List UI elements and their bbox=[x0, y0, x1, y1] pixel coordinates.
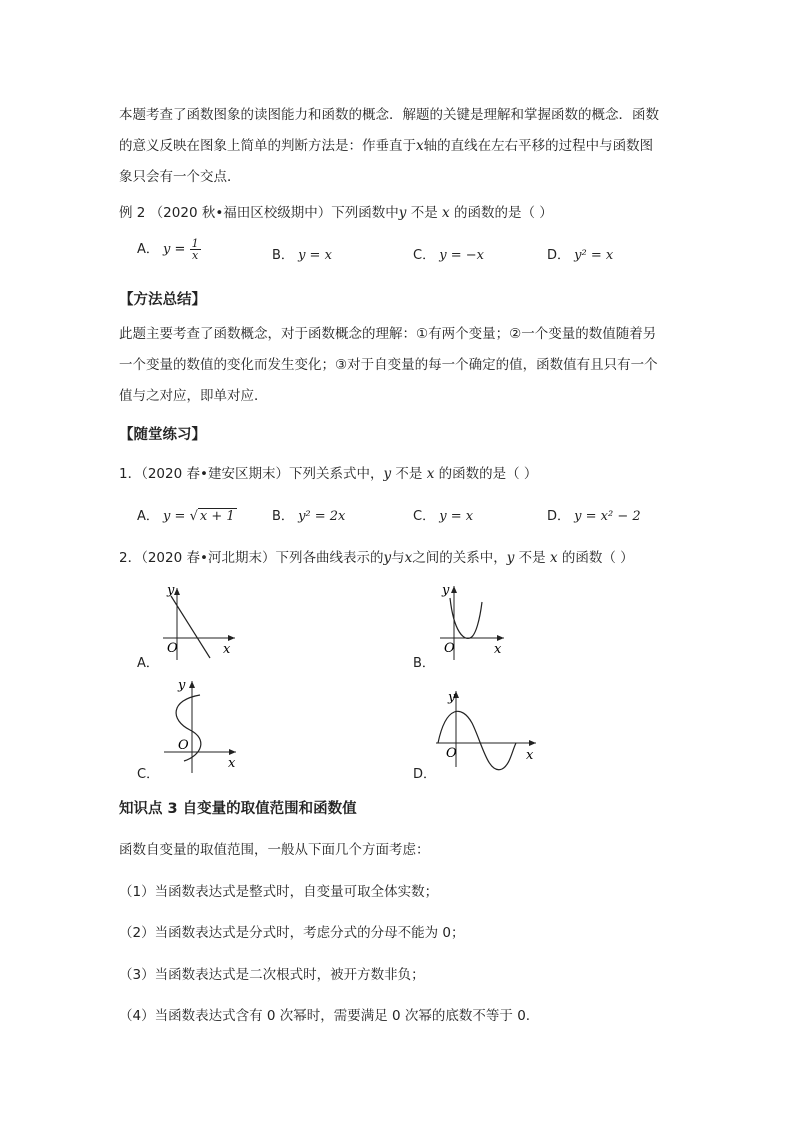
graph-c-y-label: y bbox=[178, 678, 186, 693]
example-2-option-a[interactable]: A． y = $\frac{1}{x}$ bbox=[137, 237, 199, 262]
knowledge-3-item-2: （2）当函数表达式是分式时，考虑分式的分母不能为 0； bbox=[119, 925, 465, 941]
graph-a-label[interactable]: A． bbox=[137, 656, 159, 671]
method-summary-line-1: 此题主要考查了函数概念，对于函数概念的理解：①有两个变量；②一个变量的数值随着另 bbox=[119, 326, 657, 342]
knowledge-3-title: 知识点 3 自变量的取值范围和函数值 bbox=[119, 801, 357, 817]
method-summary-line-2: 一个变量的数值的变化而发生变化；③对于自变量的每一个确定的值，函数值有且只有一个 bbox=[119, 357, 658, 373]
graph-b-curve bbox=[450, 598, 482, 638]
graph-a-y-arrow bbox=[174, 588, 180, 595]
practice-q2-question: 2．（2020 春•河北期末）下列各曲线表示的y与x之间的关系中，y 不是 x 的函数（ ） bbox=[119, 550, 634, 566]
example-2-question: 例 2 （2020 秋•福田区校级期中）下列函数中y 不是 x 的函数的是（ ） bbox=[119, 205, 553, 221]
fraction-1-over-x: $\frac{1}{x}$ bbox=[191, 237, 199, 262]
practice-q1-option-b[interactable]: B． y² = 2x bbox=[272, 509, 346, 524]
graph-d-y-label: y bbox=[448, 690, 456, 705]
graph-c-origin-label: O bbox=[178, 738, 189, 753]
graph-a-x-arrow bbox=[228, 635, 235, 641]
graph-a-origin-label: O bbox=[167, 641, 178, 656]
knowledge-3-intro: 函数自变量的取值范围，一般从下面几个方面考虑： bbox=[119, 842, 430, 858]
graph-a-x-label: x bbox=[223, 642, 231, 657]
graph-b-label[interactable]: B． bbox=[413, 656, 435, 671]
graph-a-y-label: y bbox=[167, 583, 175, 598]
knowledge-3-item-3: （3）当函数表达式是二次根式时，被开方数非负； bbox=[119, 967, 425, 983]
example-2-option-b[interactable]: B． y = x bbox=[272, 248, 332, 263]
graph-b-y-label: y bbox=[442, 583, 450, 598]
graph-d[interactable] bbox=[432, 683, 542, 775]
practice-q1-question: 1．（2020 春•建安区期末）下列关系式中，y 不是 x 的函数的是（ ） bbox=[119, 466, 538, 482]
graph-b-x-arrow bbox=[497, 635, 504, 641]
practice-q1-option-a[interactable]: A． y = √ x + 1 bbox=[137, 509, 235, 524]
example-2-option-c[interactable]: C． y = −x bbox=[413, 248, 484, 263]
method-summary-line-3: 值与之对应，即单对应． bbox=[119, 388, 268, 404]
explanation-line-3: 象只会有一个交点． bbox=[119, 169, 241, 185]
graph-c-x-label: x bbox=[228, 756, 236, 771]
example-2-option-d[interactable]: D． y² = x bbox=[547, 248, 614, 263]
graph-b-y-arrow bbox=[451, 586, 457, 593]
graph-b-x-label: x bbox=[494, 642, 502, 657]
graph-d-label[interactable]: D． bbox=[413, 767, 437, 782]
practice-q1-option-c[interactable]: C． y = x bbox=[413, 509, 474, 524]
graph-b[interactable] bbox=[432, 578, 512, 663]
graph-a[interactable] bbox=[155, 578, 245, 663]
graph-c-y-arrow bbox=[189, 681, 195, 688]
sqrt-symbol: √ bbox=[189, 509, 198, 524]
explanation-line-1: 本题考查了函数图象的读图能力和函数的概念．解题的关键是理解和掌握函数的概念．函数 bbox=[119, 107, 659, 123]
knowledge-3-item-4: （4）当函数表达式含有 0 次幂时，需要满足 0 次幂的底数不等于 0. bbox=[119, 1008, 531, 1024]
explanation-line-2: 的意义反映在图象上简单的判断方法是：作垂直于x轴的直线在左右平移的过程中与函数图 bbox=[119, 138, 654, 154]
graph-c[interactable] bbox=[160, 675, 245, 775]
graph-d-origin-label: O bbox=[446, 746, 457, 761]
graph-d-x-arrow bbox=[529, 740, 536, 746]
method-summary-title: 【方法总结】 bbox=[119, 292, 206, 308]
graph-c-label[interactable]: C． bbox=[137, 767, 160, 782]
practice-q1-option-d[interactable]: D． y = x² − 2 bbox=[547, 509, 641, 524]
graph-d-x-label: x bbox=[526, 748, 534, 763]
knowledge-3-item-1: （1）当函数表达式是整式时，自变量可取全体实数； bbox=[119, 884, 439, 900]
graph-c-x-arrow bbox=[229, 749, 236, 755]
practice-title: 【随堂练习】 bbox=[119, 427, 206, 443]
graph-b-origin-label: O bbox=[444, 641, 455, 656]
